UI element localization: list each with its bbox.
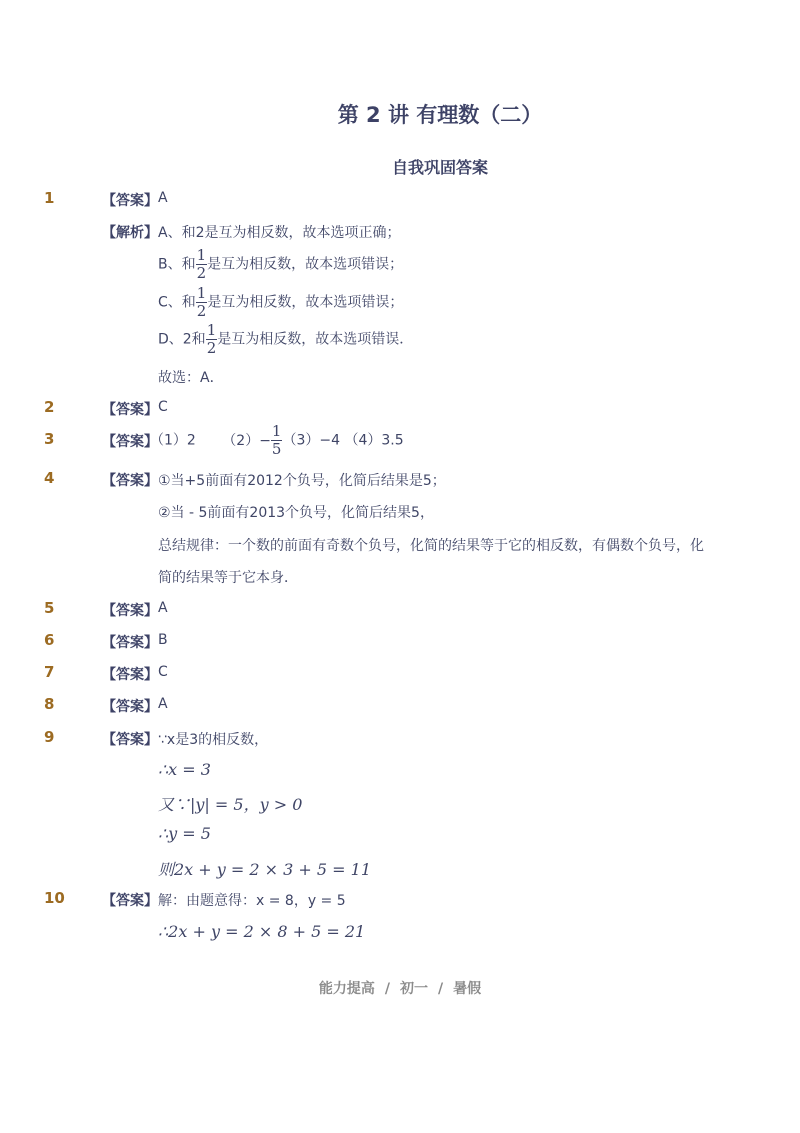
fraction (271, 423, 283, 458)
math-line-5: 则2x + y = 2 × 3 + 5 = 11 (158, 860, 372, 879)
answer-value: B (158, 632, 168, 648)
question-number: 9 (44, 728, 55, 746)
answer-line-4: 简的结果等于它本身． (158, 570, 298, 586)
analysis-tag: 【解析】 (102, 225, 158, 241)
footer-separator: / (384, 981, 390, 997)
fraction (206, 322, 218, 357)
analysis-line-c-rest: 是互为相反数，故本选项错误； (207, 294, 404, 311)
section-subtitle: 自我巩固答案 (391, 158, 488, 177)
question-number: 10 (44, 889, 65, 907)
question-number: 7 (44, 663, 55, 681)
fraction-numerator: 1 (196, 284, 207, 302)
footer-separator: / (438, 981, 444, 997)
math-line-2: ∴2x + y = 2 × 8 + 5 = 21 (158, 922, 366, 941)
answer-line-3: 总结规律：一个数的前面有奇数个负号，化简的结果等于它的相反数，有偶数个负号，化 (158, 538, 704, 554)
question-number: 3 (44, 430, 55, 448)
fraction-denominator: 2 (206, 339, 217, 357)
fraction (196, 285, 208, 320)
fraction-numerator: 1 (206, 321, 217, 339)
question-number: 1 (44, 189, 55, 207)
page-title: 第 2 讲 有理数（二） (337, 103, 543, 127)
analysis-line-d (158, 322, 413, 357)
fraction-numerator: 1 (196, 246, 207, 264)
answer-tag: 【答案】 (102, 699, 158, 715)
question-number: 5 (44, 599, 55, 617)
analysis-line-c (158, 285, 403, 320)
answer-line-1: ①当+5前面有2012个负号，化简后结果是5； (158, 473, 446, 489)
fraction-denominator: 5 (271, 440, 282, 458)
footer-course: 能力提高 (318, 981, 375, 997)
fraction-denominator: 2 (196, 264, 207, 282)
math-line-4: ∴y = 5 (158, 824, 211, 843)
math-line-3: 又∵|y| = 5，y > 0 (158, 795, 303, 814)
answer-tag: 【答案】 (102, 635, 158, 651)
answer-part-3: （3）−4 （4）3.5 (282, 432, 404, 449)
answer-tag: 【答案】 (102, 473, 158, 489)
analysis-line-a: A、和2是互为相反数，故本选项正确； (158, 225, 401, 241)
answer-value: C (158, 399, 168, 415)
answer-value: A (158, 190, 168, 206)
answer-tag: 【答案】 (102, 893, 158, 909)
question-number: 6 (44, 631, 55, 649)
answer-tag: 【答案】 (102, 603, 158, 619)
answer-line-1: ∵x是3的相反数， (158, 732, 269, 748)
page-footer (0, 978, 800, 998)
answer-value: C (158, 664, 168, 680)
answer-part-1: （1）2 (150, 432, 196, 449)
answer-tag: 【答案】 (102, 667, 158, 683)
answer-tag: 【答案】 (102, 402, 158, 418)
question-number: 8 (44, 695, 55, 713)
question-number: 4 (44, 469, 55, 487)
analysis-line-d-text: D、2和 (158, 331, 206, 348)
answer-value: A (158, 600, 168, 616)
analysis-line-b-rest: 是互为相反数，故本选项错误； (207, 256, 404, 273)
footer-grade: 初一 (400, 981, 428, 997)
analysis-line-c-text: C、和 (158, 294, 196, 311)
math-line-2: ∴x = 3 (158, 760, 211, 779)
answer-part-2: （2）− (222, 432, 271, 449)
question-number: 2 (44, 398, 55, 416)
answer-line-2: ②当 - 5前面有2013个负号，化简后结果5， (158, 505, 434, 521)
footer-term: 暑假 (453, 981, 482, 997)
fraction (196, 247, 208, 282)
answer-tag: 【答案】 (102, 732, 158, 748)
fraction-numerator: 1 (271, 422, 282, 440)
analysis-line-b-text: B、和 (158, 256, 196, 273)
answer-value: A (158, 696, 168, 712)
analysis-choose: 故选：A． (158, 370, 224, 386)
answer-value (150, 423, 404, 458)
fraction-denominator: 2 (196, 302, 207, 320)
analysis-line-d-rest: 是互为相反数，故本选项错误． (217, 331, 414, 348)
answer-tag: 【答案】 (102, 434, 158, 450)
answer-line-1: 解：由题意得：x = 8，y = 5 (158, 893, 346, 909)
answer-tag: 【答案】 (102, 193, 158, 209)
analysis-line-b (158, 247, 403, 282)
